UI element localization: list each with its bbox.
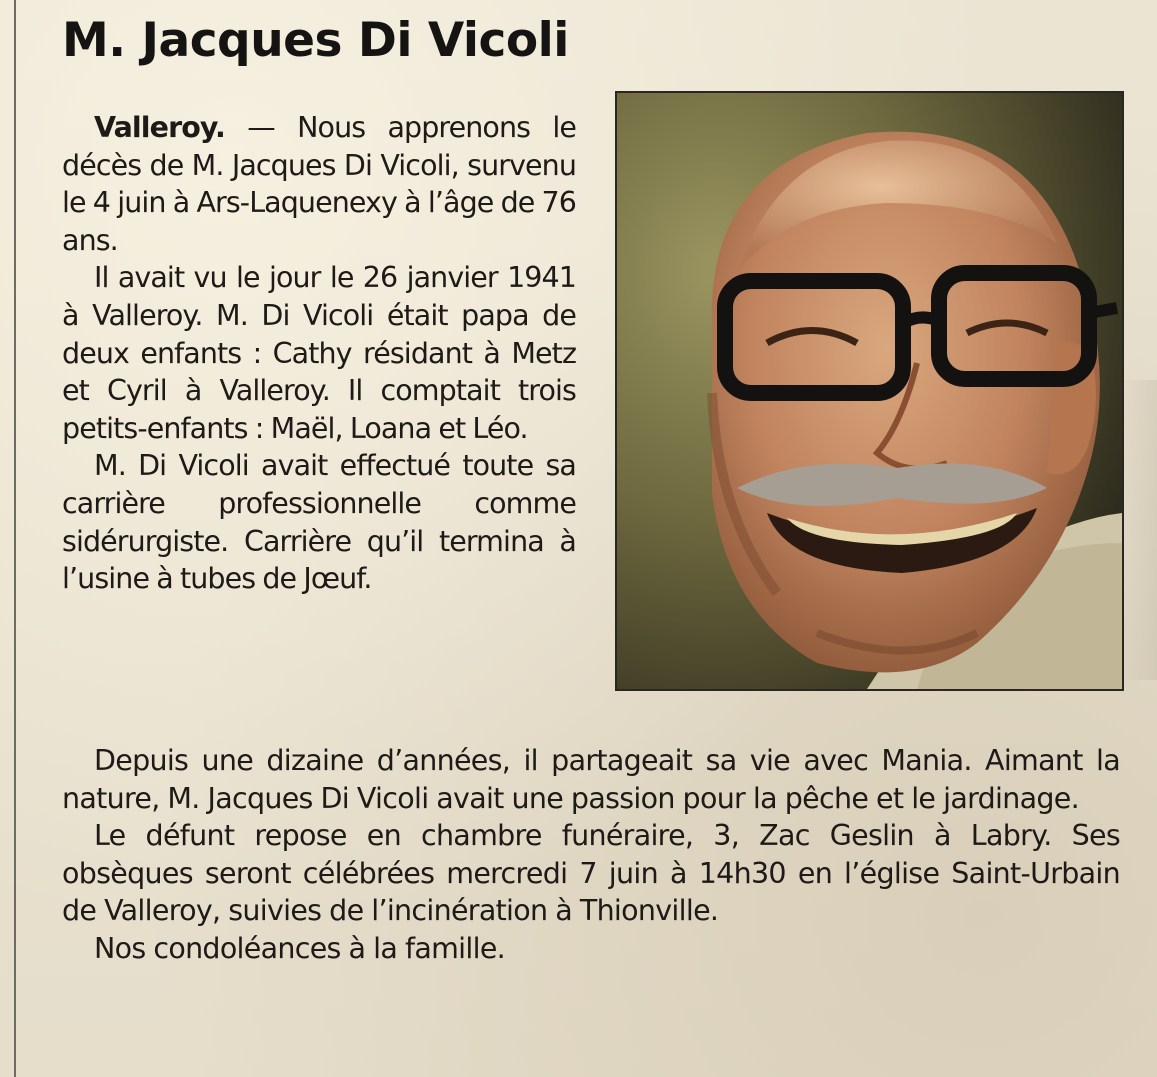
- paragraph-3: M. Di Vicoli avait effectué toute sa carrière professionnelle comme sidérurgiste. Carrière qu’il termina à l’usine à tubes de Jœuf.: [62, 449, 576, 596]
- dateline-dash: —: [224, 111, 298, 144]
- article-column-text: [62, 109, 576, 598]
- paragraph-1-text: Nous apprenons le décès de M. Jacques Di Vicoli, survenu le 4 juin à Ars-Laquenexy à l’âge de 76 ans.: [62, 111, 577, 257]
- column-divider: [14, 0, 16, 1077]
- paragraph-6: Nos condoléances à la famille.: [94, 931, 506, 965]
- paragraph-4: Depuis une dizaine d’années, il partageait sa vie avec Mania. Aimant la nature, M. Jacques Di Vicoli avait une passion pour la pêche et le jardinage.: [62, 744, 1120, 815]
- portrait-illustration: [617, 93, 1122, 689]
- dateline-place: Valleroy.: [94, 111, 225, 144]
- paragraph-1: [62, 109, 576, 259]
- article-headline: M. Jacques Di Vicoli: [62, 13, 569, 68]
- article-full-width-text: [62, 742, 1120, 968]
- portrait-photo: [615, 91, 1124, 691]
- paragraph-2: Il avait vu le jour le 26 janvier 1941 à Valleroy. M. Di Vicoli était papa de deux enfants : Cathy résidant à Metz et Cyril à Valleroy. Il comptait trois petits-enfants : Maël, Loana et Léo.: [62, 261, 576, 445]
- paragraph-5: Le défunt repose en chambre funéraire, 3, Zac Geslin à Labry. Ses obsèques seront célébrées mercredi 7 juin à 14h30 en l’église Saint-Urbain de Valleroy, suivies de l’incinération à Thionville.: [62, 819, 1120, 928]
